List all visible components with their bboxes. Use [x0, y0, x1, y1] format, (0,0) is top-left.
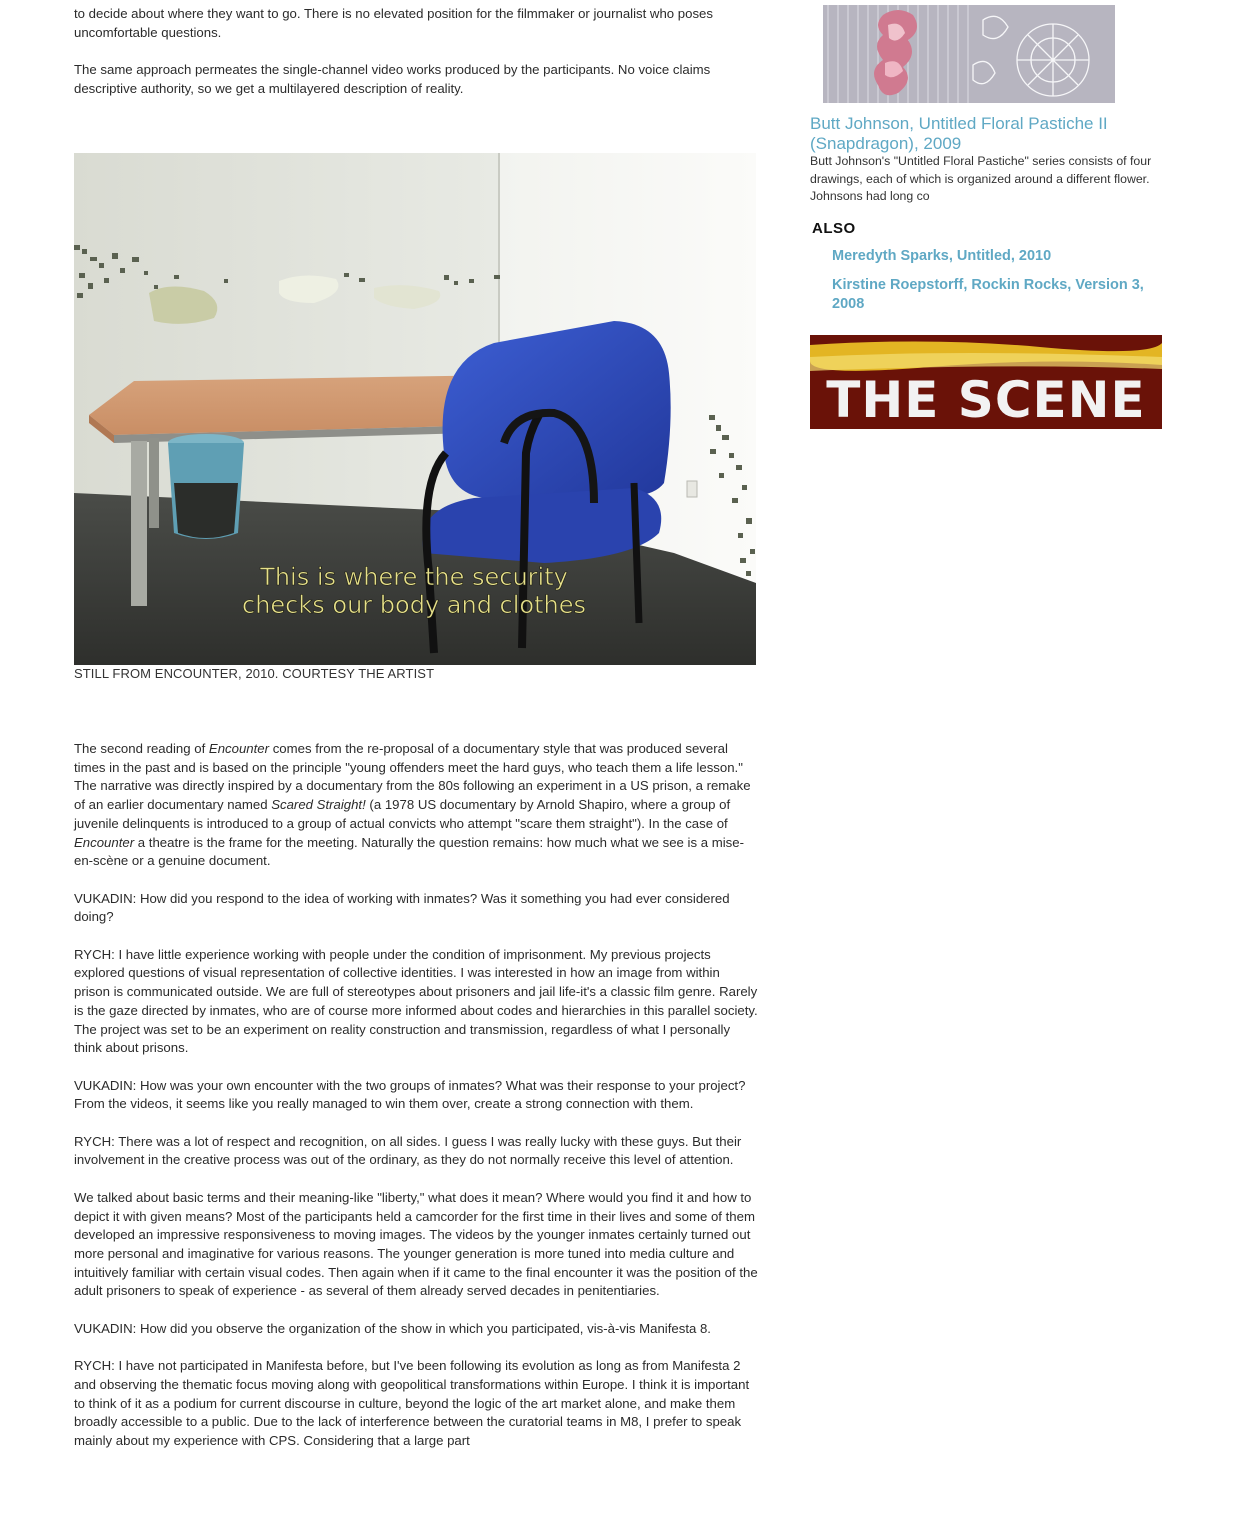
also-heading: ALSO — [812, 220, 856, 237]
also-link-1[interactable]: Meredyth Sparks, Untitled, 2010 — [832, 248, 1052, 264]
featured-artwork-description: Butt Johnson's "Untitled Floral Pastiche" series consists of four drawings, each of which is organized around a different flower. Johnsons had long co — [810, 154, 1152, 204]
paragraph-second-reading: The second reading of Encounter comes from the re-proposal of a documentary style that was produced several times in the past and is based on the principle "young offenders meet the hard guys, who teach them a life lesson." The narrative was directly inspired by a documentary from the 80s following an experiment in a US prison, a remake of an earlier documentary named Scared Straight! (a 1978 US documentary by Arnold Shapiro, where a group of juvenile delinquents is introduced to a group of actual convicts who attempt "scare them straight"). In the case of Encounter a theatre is the frame for the meeting. Naturally the question remains: how much what we see is a mise-en-scène or a genuine document. — [74, 741, 751, 869]
featured-artwork-thumbnail[interactable] — [823, 5, 1115, 103]
also-link-2[interactable]: Kirstine Roepstorff, Rockin Rocks, Version 3, 2008 — [832, 277, 1144, 312]
video-subtitle-line-1: This is where the security — [260, 563, 568, 591]
the-scene-banner-text: THE SCENE — [826, 371, 1146, 429]
question-2: VUKADIN: How was your own encounter with the two groups of inmates? What was their response to your project? From the videos, it seems like you really managed to win them over, create a strong connection with them. — [74, 1077, 746, 1112]
interview-text — [74, 740, 758, 1451]
video-subtitle-line-2: checks our body and clothes — [242, 591, 586, 619]
image-caption: STILL FROM ENCOUNTER, 2010. COURTESY THE ARTIST — [74, 666, 435, 681]
answer-3: RYCH: I have not participated in Manifesta before, but I've been following its evolution as long as from Manifesta 2 and observing the thematic focus moving along with geopolitical transformations within Europe. I think it is important to think of it as a podium for current discourse in culture, beyond the logic of the art market alone, and make them broadly accessible to a public. Due to the lack of interference between the curatorial teams in M8, I prefer to speak mainly about my experience with CPS. Considering that a large part — [74, 1358, 750, 1448]
encounter-video-still — [74, 153, 756, 665]
intro-paragraph-1: to decide about where they want to go. There is no elevated position for the filmmaker or journalist who poses uncomfortable questions. — [74, 6, 713, 40]
answer-2: RYCH: There was a lot of respect and recognition, on all sides. I guess I was really lucky with these guys. But their involvement in the creative process was out of the ordinary, as they do not normally receive this level of attention. — [74, 1133, 742, 1168]
question-3: VUKADIN: How did you observe the organization of the show in which you participated, vis-à-vis Manifesta 8. — [74, 1320, 711, 1336]
answer-2-continued: We talked about basic terms and their meaning-like "liberty," what does it mean? Where would you find it and how to depict it with given means? Most of the participants held a camcorder for the first time in their lives and some of them developed an impressive responsiveness to moving images. The videos by the younger inmates certainly turned out more personal and imaginative for various reasons. The younger generation is more tuned into media culture and intuitively familiar with certain visual codes. Then again when if it came to the final encounter it was the position of the adult prisoners to speak of experience - as several of them already served decades in penitentiaries. — [74, 1189, 758, 1299]
the-scene-banner[interactable] — [810, 335, 1162, 429]
intro-paragraph-2: The same approach permeates the single-channel video works produced by the participants. No voice claims descriptive authority, so we get a multilayered description of reality. — [74, 62, 711, 96]
question-1: VUKADIN: How did you respond to the idea of working with inmates? Was it something you had ever considered doing? — [74, 890, 730, 925]
answer-1: RYCH: I have little experience working with people under the condition of imprisonment. My previous projects explored questions of visual representation of collective identities. I was interested in how an image from within prison is communicated outside. We are full of stereotypes about prisoners and jail life-it's a classic film genre. Rarely is the gaze directed by inmates, who are of course more informed about codes and hierarchies in this parallel society. The project was set to be an experiment on reality construction and transmission, regardless of what I personally think about prisons. — [74, 946, 758, 1056]
featured-artwork-title-link[interactable]: Butt Johnson, Untitled Floral Pastiche II (Snapdragon), 2009 — [810, 114, 1108, 153]
